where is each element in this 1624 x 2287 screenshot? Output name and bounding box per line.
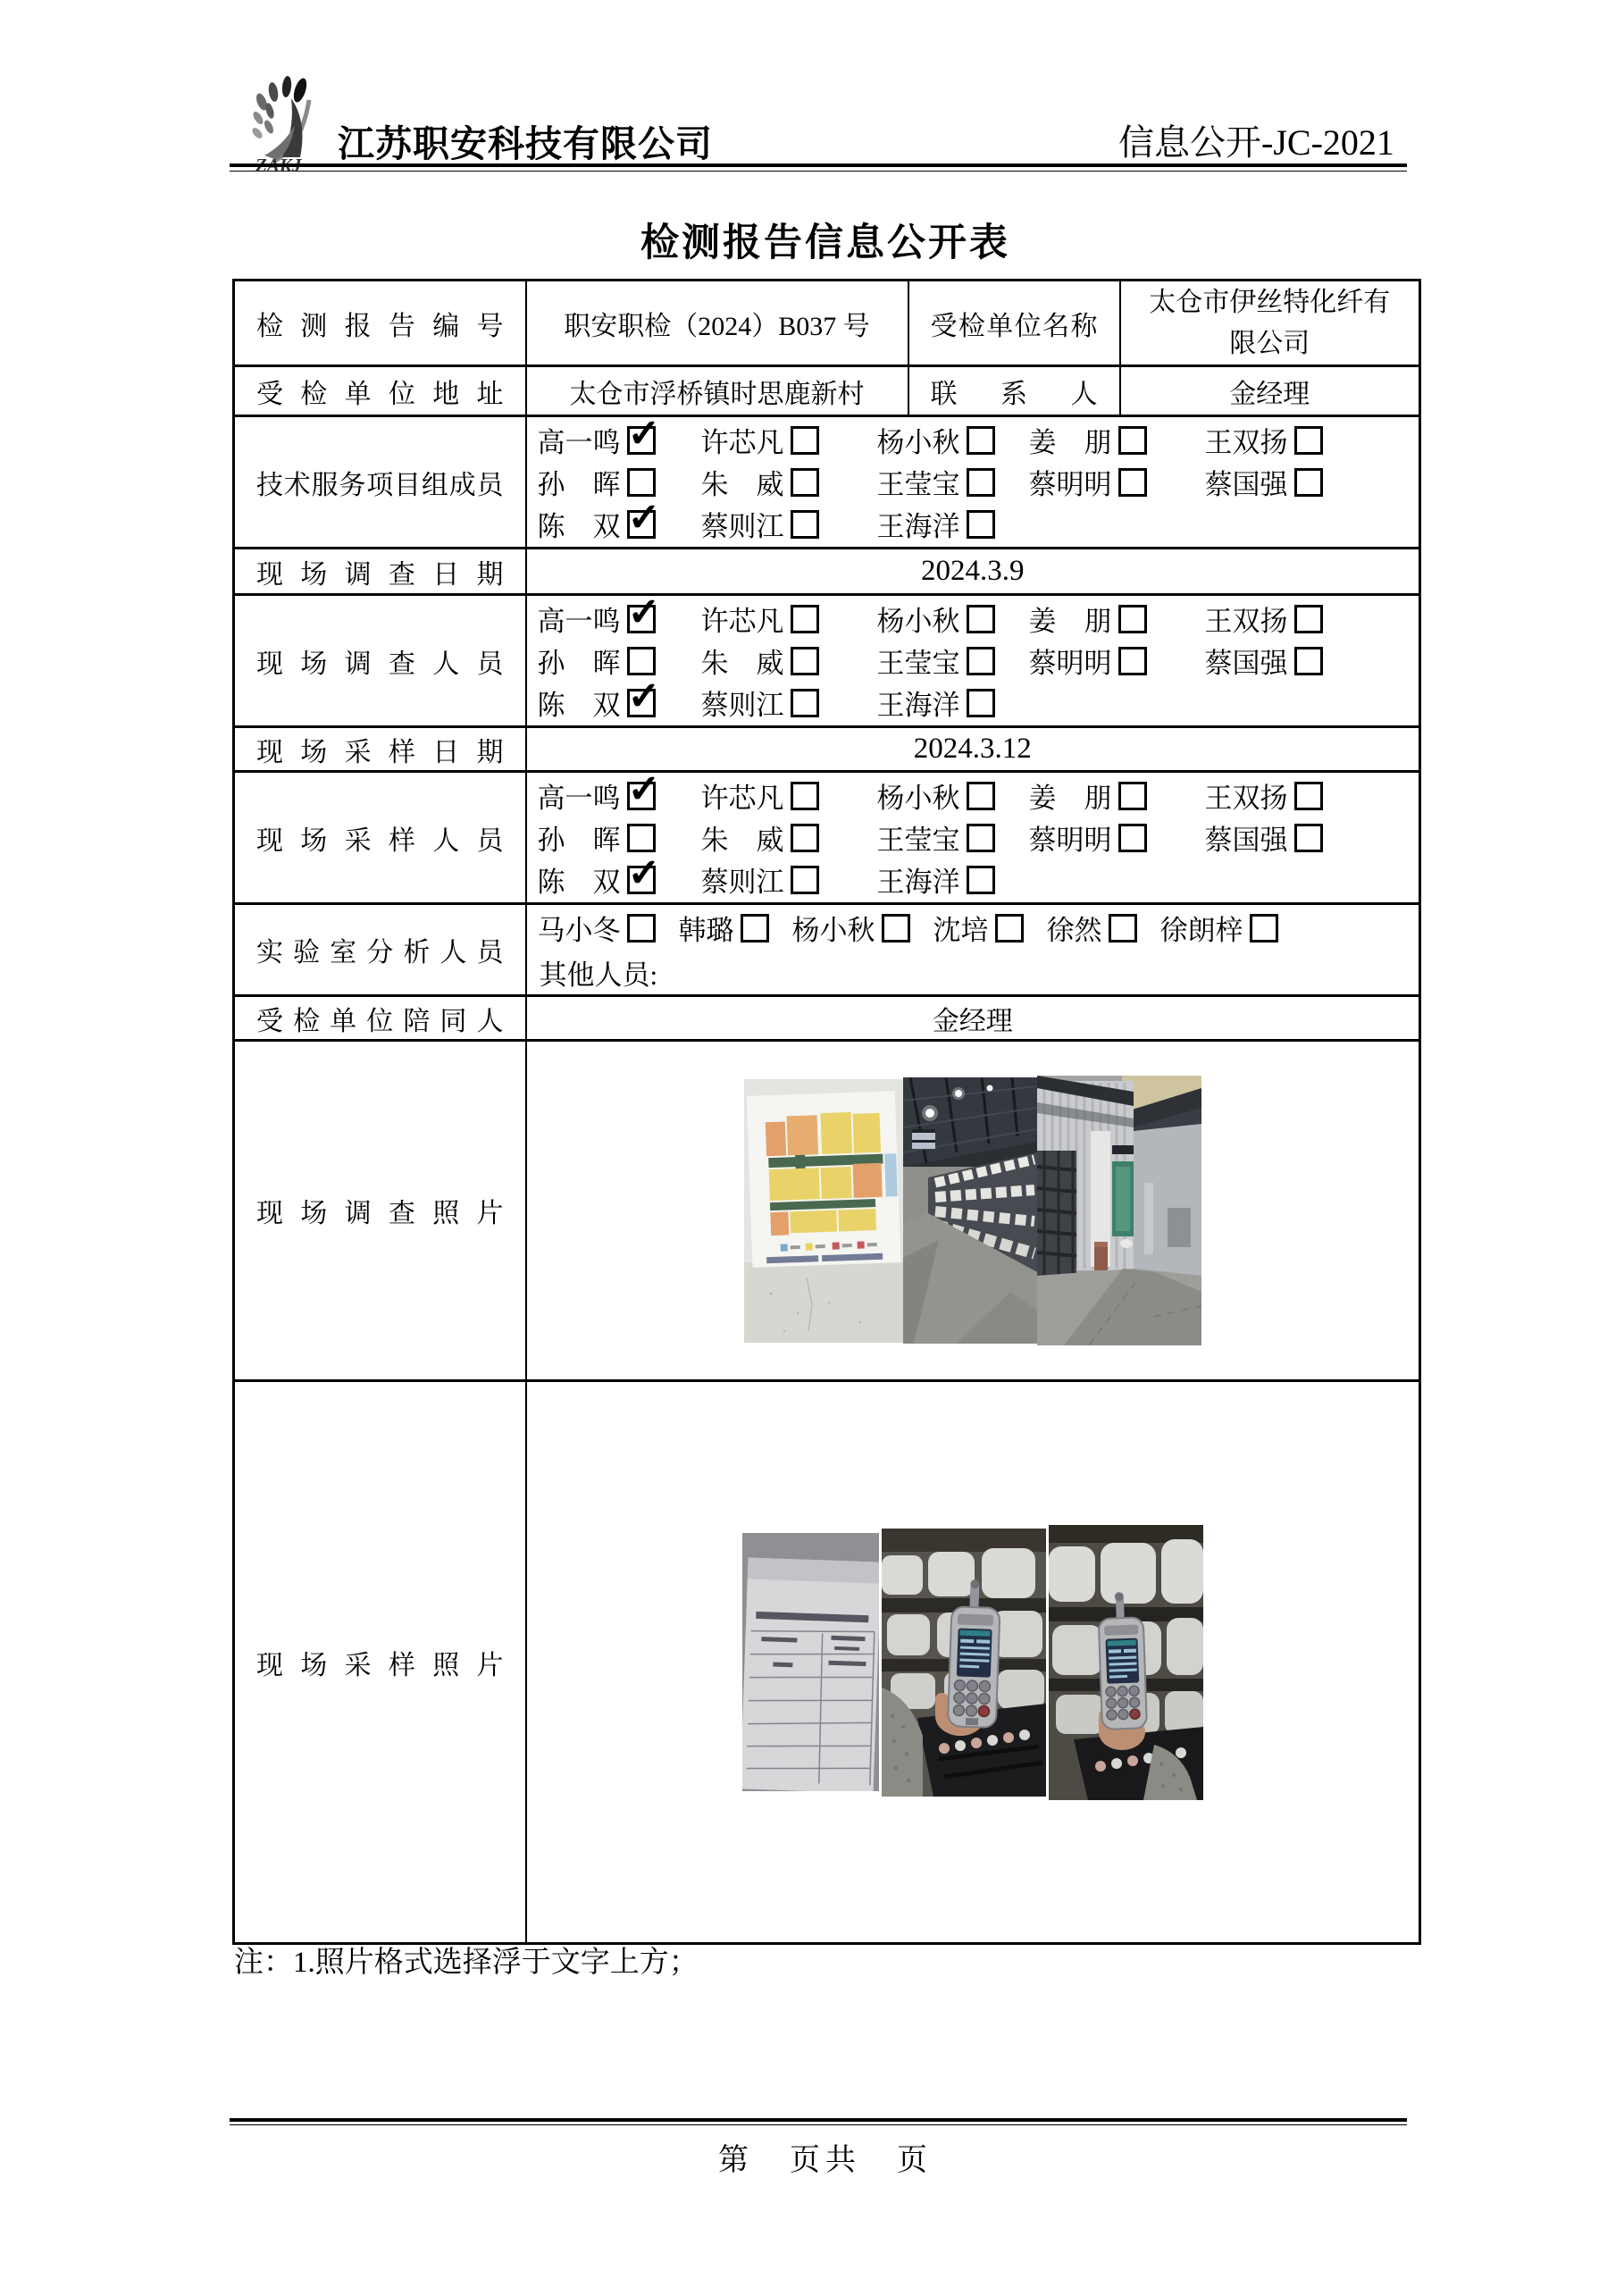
survey-photo-floorplan [744,1079,903,1343]
staff-member [1205,462,1323,502]
staff-line [538,461,1416,503]
staff-member-name: 许芯凡 [700,783,784,814]
staff-member-name: 徐朗梓 [1159,915,1243,946]
checkbox-unchecked-icon [1250,914,1278,942]
checkbox-unchecked-icon [791,468,819,497]
report-no-value: 职安职检（2024）B037 号 [526,281,908,366]
staff-member [877,775,1029,816]
page-number-text: 第 页共 页 [718,2144,933,2177]
header-divider [230,163,1407,172]
staff-member [701,504,877,544]
checkbox-unchecked-icon [791,866,819,894]
footnote: 注：1.照片格式选择浮于文字上方； [234,1947,699,1979]
checkbox-unchecked-icon [1294,647,1323,675]
staff-line [538,682,1416,724]
staff-member-name: 王双扬 [1204,783,1288,814]
company-name: 江苏职安科技有限公司 [338,123,713,164]
staff-member [701,817,877,858]
staff-member-name: 陈 双 [537,511,621,542]
staff-member-name: 蔡国强 [1204,469,1288,500]
staff-member [1029,462,1205,502]
checkbox-unchecked-icon [627,647,656,675]
checkbox-unchecked-icon [967,605,995,633]
company-logo-icon [247,75,336,175]
checkbox-checked-icon [627,510,656,539]
staff-member [1160,908,1278,948]
page-title: 检测报告信息公开表 [640,222,1010,264]
report-no-label: 检测报告编号 [234,281,526,366]
staff-member-name: 高一鸣 [537,427,621,458]
staff-member [1029,817,1205,858]
staff-member-name: 高一鸣 [537,606,621,637]
table-row [234,1041,1420,1381]
staff-member [679,908,769,948]
staff-member-name: 王莹宝 [876,825,960,856]
staff-member [877,504,1029,544]
staff-member-name: 王双扬 [1204,427,1288,458]
staff-member-name: 姜 朋 [1028,427,1112,458]
survey-photo-label: 现场调查照片 [234,1041,526,1381]
staff-member [1205,775,1323,816]
staff-member [1047,908,1137,948]
staff-line [538,598,1416,640]
doc-code: 信息公开-JC-2021 [1118,122,1394,163]
staff-line [538,907,1416,949]
staff-member [1205,817,1323,858]
lab-staff-label: 实验室分析人员 [234,904,526,996]
checkbox-unchecked-icon [995,914,1024,942]
checkbox-unchecked-icon [791,426,819,455]
org-name-value: 太仓市伊丝特化纤有限公司 [1120,281,1420,366]
staff-member-name: 陈 双 [537,867,621,898]
staff-member [933,908,1024,948]
staff-member-name: 蔡明明 [1028,825,1112,856]
checkbox-unchecked-icon [1109,914,1137,942]
staff-member [538,817,701,858]
checkbox-checked-icon [627,866,656,894]
table-row [234,1381,1420,1944]
staff-member [701,641,877,681]
survey-photos-cell [526,1041,1420,1381]
table-row [234,281,1420,366]
sampling-date-label: 现场采样日期 [234,727,526,772]
staff-member-name: 许芯凡 [700,606,784,637]
staff-member [877,420,1029,460]
staff-member [1029,641,1205,681]
checkbox-unchecked-icon [1294,468,1323,497]
staff-line [538,817,1416,859]
staff-member-name: 杨小秋 [876,427,960,458]
checkbox-unchecked-icon [627,914,656,942]
checkbox-unchecked-icon [791,782,819,810]
survey-staff-label: 现场调查人员 [234,595,526,727]
checkbox-unchecked-icon [791,510,819,539]
staff-member [538,504,701,544]
staff-member [538,462,701,502]
report-info-table [232,279,1421,1945]
staff-member-name: 王莹宝 [876,648,960,679]
staff-member-name: 朱 威 [700,469,784,500]
sampling-photo-meter-2 [1049,1525,1203,1800]
staff-member [538,683,701,723]
checkbox-unchecked-icon [791,824,819,852]
org-addr-value: 太仓市浮桥镇时思鹿新村 [526,366,908,416]
checkbox-unchecked-icon [967,510,995,539]
sampling-staff-label: 现场采样人员 [234,772,526,904]
lab-staff-cell [526,904,1420,996]
checkbox-checked-icon [627,426,656,455]
staff-member-name: 孙 晖 [537,825,621,856]
team-label: 技术服务项目组成员 [234,416,526,549]
staff-member-name: 孙 晖 [537,469,621,500]
staff-member [1029,420,1205,460]
checkbox-unchecked-icon [882,914,910,942]
staff-member-name: 姜 朋 [1028,606,1112,637]
staff-member-name: 姜 朋 [1028,783,1112,814]
sampling-staff-cell [526,772,1420,904]
staff-member [877,683,1029,723]
staff-member [1029,775,1205,816]
staff-member [1029,599,1205,639]
checkbox-unchecked-icon [791,605,819,633]
survey-photo-workshop-exterior [1037,1076,1201,1345]
staff-line [538,859,1416,901]
checkbox-unchecked-icon [791,647,819,675]
contact-label: 联系人 [908,366,1120,416]
table-row [234,595,1420,727]
sampling-photo-label: 现场采样照片 [234,1381,526,1944]
checkbox-checked-icon [627,689,656,717]
staff-member-name: 蔡则江 [700,690,784,721]
table-row [234,996,1420,1041]
team-members-cell [526,416,1420,549]
table-row [234,727,1420,772]
sampling-photos-cell [526,1381,1420,1944]
checkbox-unchecked-icon [967,647,995,675]
staff-member-name: 杨小秋 [876,783,960,814]
checkbox-unchecked-icon [967,426,995,455]
checkbox-checked-icon [627,605,656,633]
checkbox-unchecked-icon [1294,782,1323,810]
staff-member-name: 王双扬 [1204,606,1288,637]
staff-member-name: 杨小秋 [876,606,960,637]
staff-member-name: 徐然 [1046,915,1102,946]
staff-member-name: 马小冬 [537,915,621,946]
staff-member-name: 韩璐 [678,915,734,946]
escort-label: 受检单位陪同人 [234,996,526,1041]
sampling-date-value: 2024.3.12 [526,727,1420,772]
staff-member [701,859,877,900]
staff-member [877,859,1029,900]
survey-staff-cell [526,595,1420,727]
staff-line [538,419,1416,461]
lab-staff-line [538,907,1416,949]
staff-member [538,420,701,460]
checkbox-unchecked-icon [1294,605,1323,633]
checkbox-unchecked-icon [791,689,819,717]
survey-date-label: 现场调查日期 [234,549,526,595]
staff-member [877,641,1029,681]
staff-member-name: 陈 双 [537,690,621,721]
checkbox-unchecked-icon [627,468,656,497]
staff-member [538,599,701,639]
staff-line [538,503,1416,545]
checkbox-unchecked-icon [1118,605,1147,633]
checkbox-unchecked-icon [1294,426,1323,455]
checkbox-unchecked-icon [967,866,995,894]
staff-member [701,599,877,639]
staff-member-name: 蔡明明 [1028,648,1112,679]
sampling-photo-strip [528,1525,1419,1800]
staff-member-name: 杨小秋 [791,915,875,946]
org-name-label: 受检单位名称 [908,281,1120,366]
staff-member [877,817,1029,858]
checkbox-unchecked-icon [1118,647,1147,675]
staff-member-name: 蔡国强 [1204,825,1288,856]
footer-divider [230,2118,1407,2125]
svg-text:ZAKJ: ZAKJ [255,155,302,175]
survey-photo-strip [528,1076,1419,1345]
checkbox-unchecked-icon [741,914,769,942]
staff-line [538,640,1416,682]
checkbox-unchecked-icon [1118,782,1147,810]
staff-member-name: 蔡明明 [1028,469,1112,500]
staff-member-name: 高一鸣 [537,783,621,814]
table-row [234,549,1420,595]
sampling-photo-meter-1 [882,1529,1046,1797]
staff-member-name: 沈培 [933,915,989,946]
staff-member-name: 朱 威 [700,648,784,679]
table-row [234,366,1420,416]
survey-photo-workshop-aisle [903,1077,1037,1344]
staff-member [792,908,910,948]
staff-member [701,462,877,502]
staff-member-name: 王海洋 [876,867,960,898]
org-addr-label: 受检单位地址 [234,366,526,416]
escort-value: 金经理 [526,996,1420,1041]
checkbox-unchecked-icon [967,824,995,852]
checkbox-unchecked-icon [1118,468,1147,497]
checkbox-unchecked-icon [967,468,995,497]
staff-member [538,641,701,681]
staff-member [1205,641,1323,681]
staff-member-name: 朱 威 [700,825,784,856]
staff-line [538,775,1416,817]
checkbox-checked-icon [627,782,656,810]
survey-date-value: 2024.3.9 [526,549,1420,595]
staff-member-name: 孙 晖 [537,648,621,679]
staff-member-name: 王莹宝 [876,469,960,500]
staff-member-name: 蔡国强 [1204,648,1288,679]
staff-member-name: 王海洋 [876,511,960,542]
staff-member [701,420,877,460]
table-row [234,904,1420,996]
lab-other-label: 其他人员: [539,959,658,991]
staff-member [1205,420,1323,460]
staff-member [877,599,1029,639]
contact-value: 金经理 [1120,366,1420,416]
staff-member [538,859,701,900]
checkbox-unchecked-icon [1118,824,1147,852]
table-row [234,416,1420,549]
sampling-photo-record-sheet [742,1533,879,1791]
checkbox-unchecked-icon [967,782,995,810]
checkbox-unchecked-icon [967,689,995,717]
staff-member [701,775,877,816]
staff-member-name: 王海洋 [876,690,960,721]
staff-member [701,683,877,723]
checkbox-unchecked-icon [627,824,656,852]
staff-member [538,775,701,816]
table-row [234,772,1420,904]
staff-member-name: 许芯凡 [700,427,784,458]
checkbox-unchecked-icon [1294,824,1323,852]
staff-member-name: 蔡则江 [700,867,784,898]
staff-member-name: 蔡则江 [700,511,784,542]
checkbox-unchecked-icon [1118,426,1147,455]
staff-member [1205,599,1323,639]
staff-member [877,462,1029,502]
staff-member [538,908,656,948]
